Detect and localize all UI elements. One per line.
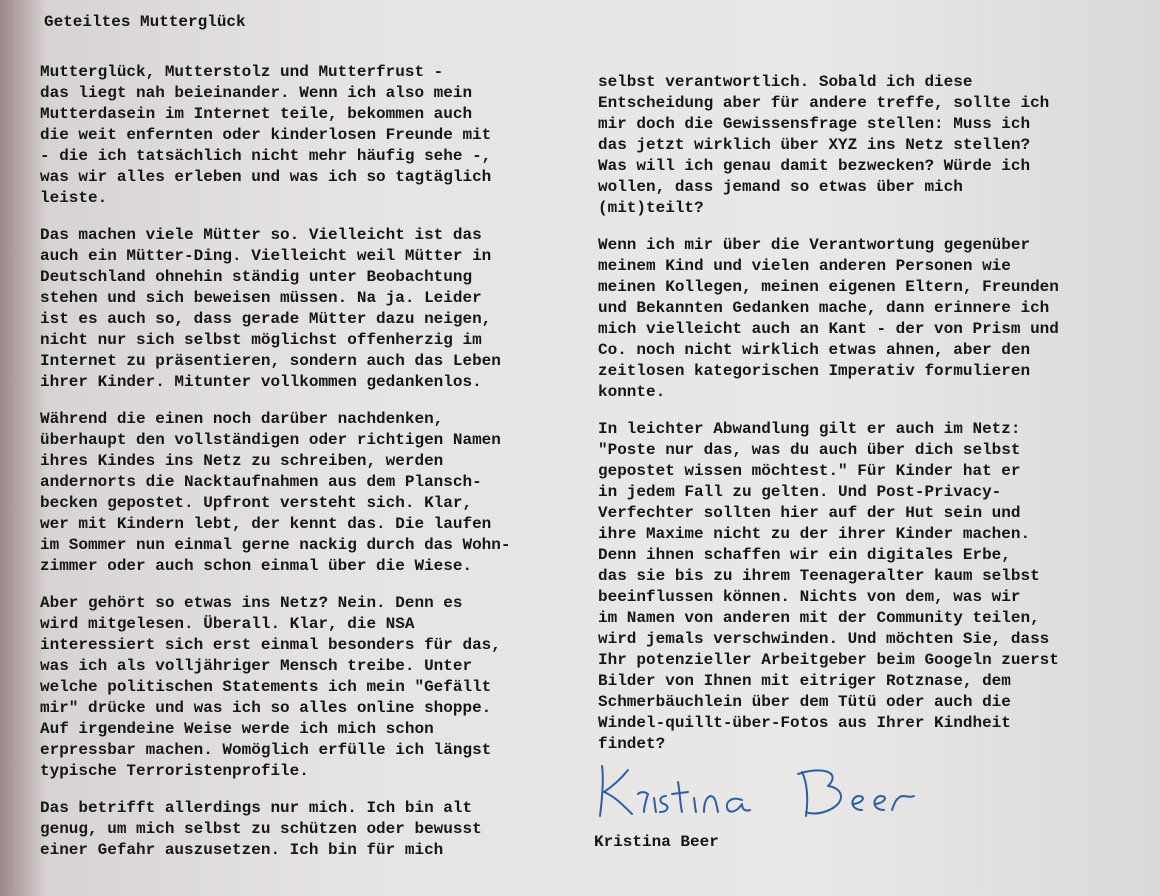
text-line: überhaupt den vollständigen oder richtigen Namen: [40, 431, 501, 449]
text-line: im Sommer nun einmal gerne nackig durch das Wohn-: [40, 536, 511, 554]
text-line: wird jemals verschwinden. Und möchten Sie, dass: [598, 630, 1050, 648]
text-line: zeitlosen kategorischen Imperativ formulieren: [598, 362, 1031, 380]
text-line: was wir alles erleben und was ich so tagtäglich: [40, 168, 492, 186]
text-line: leiste.: [40, 189, 108, 207]
paragraph: [40, 225, 580, 393]
text-line: auch ein Mütter-Ding. Vielleicht weil Mütter in: [40, 247, 492, 265]
text-line: mir" drücke und was ich so alles online shoppe.: [40, 699, 492, 717]
paragraph: [598, 72, 1138, 219]
author-name: Kristina Beer: [594, 833, 719, 851]
text-line: die weit enfernten oder kinderlosen Freunde mit: [40, 126, 492, 144]
text-line: Bilder von Ihnen mit eitriger Rotznase, dem: [598, 672, 1011, 690]
text-line: beeinflussen können. Nichts von dem, was wir: [598, 588, 1021, 606]
left-column: [40, 62, 580, 877]
text-line: findet?: [598, 735, 666, 753]
text-line: Entscheidung aber für andere treffe, sollte ich: [598, 94, 1050, 112]
text-line: was ich als volljähriger Mensch treibe. Unter: [40, 657, 473, 675]
text-line: ihre Maxime nicht zu der ihrer Kinder machen.: [598, 525, 1031, 543]
text-line: Was will ich genau damit bezwecken? Würde ich: [598, 157, 1031, 175]
text-line: "Poste nur das, was du auch über dich selbst: [598, 441, 1021, 459]
right-column: [598, 72, 1138, 771]
text-line: In leichter Abwandlung gilt er auch im Netz:: [598, 420, 1021, 438]
text-line: selbst verantwortlich. Sobald ich diese: [598, 73, 973, 91]
text-line: Schmerbäuchlein über dem Tütü oder auch die: [598, 693, 1011, 711]
text-line: in jedem Fall zu gelten. Und Post-Privacy-: [598, 483, 1002, 501]
text-line: das jetzt wirklich über XYZ ins Netz stellen?: [598, 136, 1031, 154]
text-line: das liegt nah beieinander. Wenn ich also mein: [40, 84, 473, 102]
text-line: zimmer oder auch schon einmal über die Wiese.: [40, 557, 473, 575]
text-line: meinem Kind und vielen anderen Personen wie: [598, 257, 1011, 275]
text-line: Auf irgendeine Weise werde ich mich schon: [40, 720, 434, 738]
text-line: Wenn ich mir über die Verantwortung gegenüber: [598, 236, 1031, 254]
text-line: gepostet wissen möchtest." Für Kinder hat er: [598, 462, 1021, 480]
text-line: Deutschland ohnehin ständig unter Beobachtung: [40, 268, 473, 286]
text-line: ist es auch so, dass gerade Mütter dazu neigen,: [40, 310, 492, 328]
text-line: typische Terroristenprofile.: [40, 762, 309, 780]
text-line: welche politischen Statements ich mein "Gefällt: [40, 678, 492, 696]
handwritten-signature: [592, 758, 932, 828]
text-line: - die ich tatsächlich nicht mehr häufig sehe -,: [40, 147, 492, 165]
text-line: Windel-quillt-über-Fotos aus Ihrer Kindheit: [598, 714, 1011, 732]
text-line: Während die einen noch darüber nachdenken,: [40, 410, 444, 428]
text-line: becken gepostet. Upfront versteht sich. Klar,: [40, 494, 473, 512]
text-line: ihres Kindes ins Netz zu schreiben, werden: [40, 452, 444, 470]
text-line: und Bekannten Gedanken mache, dann erinnere ich: [598, 299, 1050, 317]
text-line: meinen Kollegen, meinen eigenen Eltern, Freunden: [598, 278, 1059, 296]
text-line: Mutterglück, Mutterstolz und Mutterfrust -: [40, 63, 444, 81]
text-line: mich vielleicht auch an Kant - der von Prism und: [598, 320, 1059, 338]
text-line: einer Gefahr auszusetzen. Ich bin für mich: [40, 841, 444, 859]
text-line: wird mitgelesen. Überall. Klar, die NSA: [40, 615, 415, 633]
text-line: wer mit Kindern lebt, der kennt das. Die laufen: [40, 515, 492, 533]
paragraph: [40, 798, 580, 861]
text-line: andernorts die Nacktaufnahmen aus dem Plansch-: [40, 473, 482, 491]
paragraph: [598, 419, 1138, 755]
text-line: Mutterdasein im Internet teile, bekommen auch: [40, 105, 473, 123]
text-line: genug, um mich selbst zu schützen oder bewusst: [40, 820, 482, 838]
text-line: Ihr potenzieller Arbeitgeber beim Googeln zuerst: [598, 651, 1059, 669]
text-line: Aber gehört so etwas ins Netz? Nein. Denn es: [40, 594, 463, 612]
text-line: das sie bis zu ihrem Teenageralter kaum selbst: [598, 567, 1040, 585]
article-title: Geteiltes Mutterglück: [44, 13, 246, 31]
text-line: nicht nur sich selbst möglichst offenherzig im: [40, 331, 482, 349]
text-line: konnte.: [598, 383, 666, 401]
text-line: erpressbar machen. Womöglich erfülle ich längst: [40, 741, 492, 759]
text-line: interessiert sich erst einmal besonders für das,: [40, 636, 501, 654]
paragraph: [40, 62, 580, 209]
paragraph: [40, 409, 580, 577]
text-line: im Namen von anderen mit der Community teilen,: [598, 609, 1040, 627]
text-line: (mit)teilt?: [598, 199, 704, 217]
text-line: mir doch die Gewissensfrage stellen: Muss ich: [598, 115, 1031, 133]
text-line: Das machen viele Mütter so. Vielleicht ist das: [40, 226, 482, 244]
text-line: Denn ihnen schaffen wir ein digitales Erbe,: [598, 546, 1011, 564]
paragraph: [40, 593, 580, 782]
text-line: wollen, dass jemand so etwas über mich: [598, 178, 963, 196]
text-line: stehen und sich beweisen müssen. Na ja. Leider: [40, 289, 482, 307]
text-line: Das betrifft allerdings nur mich. Ich bin alt: [40, 799, 473, 817]
text-line: Co. noch nicht wirklich etwas ahnen, aber den: [598, 341, 1031, 359]
text-line: Verfechter sollten hier auf der Hut sein und: [598, 504, 1021, 522]
text-line: Internet zu präsentieren, sondern auch das Leben: [40, 352, 501, 370]
text-line: ihrer Kinder. Mitunter vollkommen gedankenlos.: [40, 373, 482, 391]
paragraph: [598, 235, 1138, 403]
